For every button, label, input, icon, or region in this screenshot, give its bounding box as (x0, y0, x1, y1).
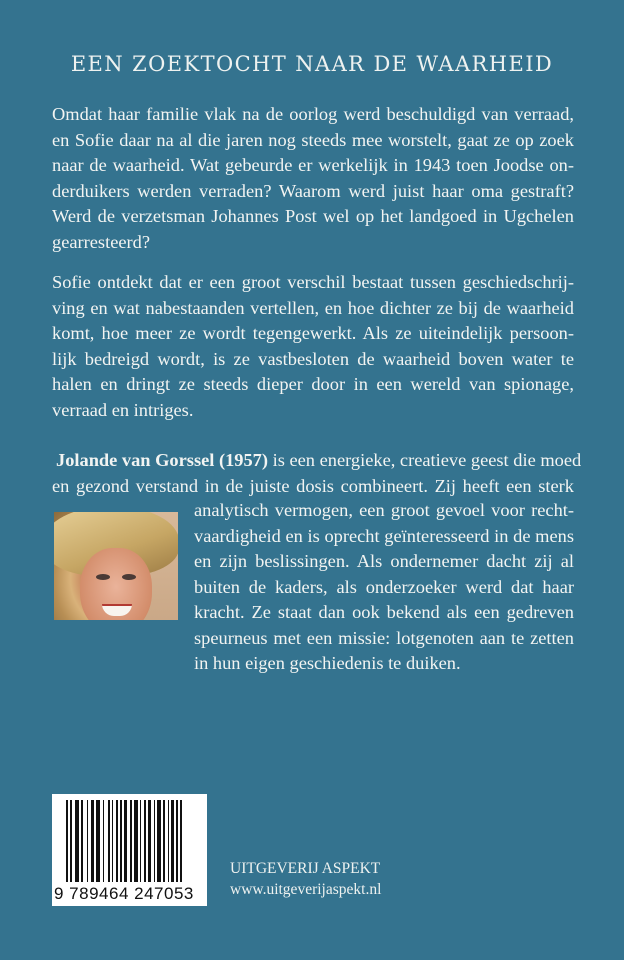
blurb-paragraph-2 (52, 270, 574, 423)
text-line: ving en wat nabestaanden vertellen, en hoe dichter ze bij de waarheid (52, 297, 574, 318)
text-line: buiten de kaders, als onderzoeker werd dat haar (194, 576, 574, 597)
text-line: en gezond verstand in de juiste dosis combineert. Zij heeft een sterk (52, 475, 574, 496)
publisher-block (230, 858, 381, 900)
text-line: verraad en intriges. (52, 399, 194, 420)
author-bio-wrapped (194, 498, 574, 677)
text-line (52, 448, 582, 474)
text-line: kracht. Ze staat dan ook bekend als een gedreven (194, 602, 574, 622)
publisher-name: UITGEVERIJ ASPEKT (230, 860, 381, 877)
publisher-website: www.uitgeverijaspekt.nl (230, 881, 382, 898)
text-line: komt, hoe meer ze wordt tegengewerkt. Als ze uiteindelijk persoon- (52, 323, 574, 343)
isbn-digits: 9 789464 247053 (54, 884, 194, 903)
text-line: vaardigheid en is oprecht geïnteresseerd in de mens (194, 525, 574, 546)
text-line: en Sofie daar na al die jaren nog steeds mee worstelt, gaat ze op zoek (52, 129, 574, 150)
cover-title: EEN ZOEKTOCHT NAAR DE WAARHEID (70, 52, 554, 76)
text-line: speurneus met een missie: lotgenoten aan te zetten (194, 627, 574, 648)
text-line: lijk bedreigd wordt, is ze vastbesloten de waarheid boven water te (52, 348, 574, 369)
author-bio-intro (52, 448, 582, 499)
text-line: halen en dringt ze steeds dieper door in een wereld van spionage, (52, 374, 574, 394)
text-line: Sofie ontdekt dat er een groot verschil bestaat tussen geschiedschrij- (52, 272, 574, 292)
author-photo (54, 512, 178, 620)
bio-text: is een energieke, creatieve geest die moed (268, 450, 582, 470)
photo-eye (122, 574, 136, 580)
text-line: naar de waarheid. Wat gebeurde er werkelijk in 1943 toen Joodse on- (52, 155, 574, 175)
photo-eye (96, 574, 110, 580)
barcode-bars (66, 800, 196, 882)
text-line: derduikers werden verraden? Waarom werd juist haar oma gestraft? (52, 180, 574, 201)
text-line: Werd de verzetsman Johannes Post wel op het landgoed in Ugchelen (52, 206, 574, 226)
text-line: Omdat haar familie vlak na de oorlog werd beschuldigd van verraad, (52, 104, 574, 124)
text-line: analytisch vermogen, een groot gevoel voor recht- (194, 500, 574, 520)
text-line: en zijn beslissingen. Als ondernemer dacht zij al (194, 551, 574, 571)
text-line: in hun eigen geschiedenis te duiken. (194, 653, 461, 673)
text-line: gearresteerd? (52, 231, 151, 252)
isbn-barcode (52, 794, 207, 906)
blurb-paragraph-1 (52, 102, 574, 255)
author-name: Jolande van Gorssel (1957) (56, 450, 269, 470)
